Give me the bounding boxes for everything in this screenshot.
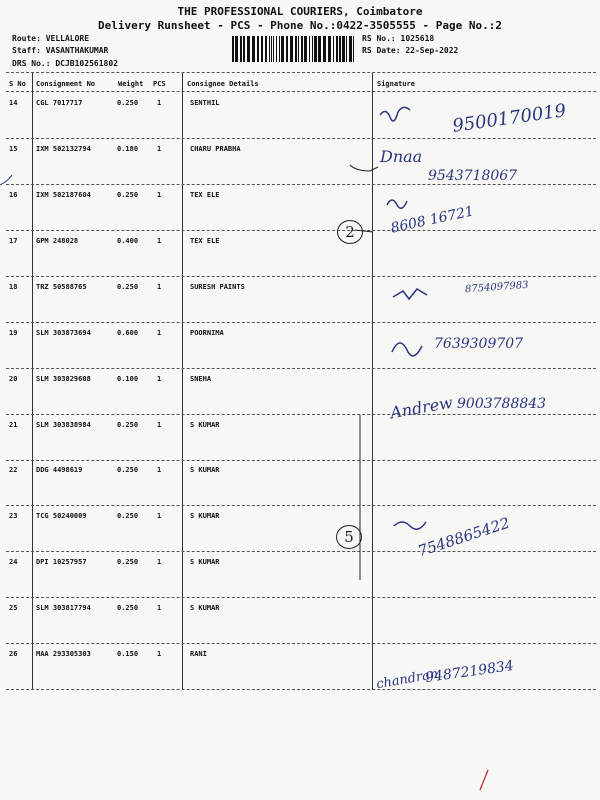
row-pcs: 1 [157, 191, 162, 199]
handwritten-phone: 7548865422 [415, 513, 512, 561]
row-sno: 14 [9, 99, 18, 107]
row-separator [6, 230, 596, 231]
rs-date: RS Date: 22-Sep-2022 [362, 46, 459, 55]
row-weight: 0.250 [117, 512, 139, 520]
row-sno: 20 [9, 375, 18, 383]
row-consignment-no: CGL 7017717 [36, 99, 83, 107]
row-sno: 19 [9, 329, 18, 337]
row-separator [6, 368, 596, 369]
row-consignee: CHARU PRABHA [190, 145, 241, 153]
row-weight: 0.150 [117, 650, 139, 658]
row-consignment-no: IXM 502187604 [36, 191, 91, 199]
row-sno: 22 [9, 466, 18, 474]
row-consignment-no: IXM 502132794 [36, 145, 91, 153]
row-consignment-no: GPM 248028 [36, 237, 79, 245]
barcode-image [232, 36, 354, 62]
row-sno: 26 [9, 650, 18, 658]
row-pcs: 1 [157, 237, 162, 245]
row-consignment-no: SLM 303838984 [36, 421, 91, 429]
row-consignee: S KUMAR [190, 604, 220, 612]
row-consignment-no: SLM 303829608 [36, 375, 91, 383]
row-weight: 0.400 [117, 237, 139, 245]
row-consignment-no: DPI 10257957 [36, 558, 87, 566]
handwritten-phone: 8608 16721 [389, 203, 476, 237]
row-weight: 0.250 [117, 558, 139, 566]
handwritten-name: chandran [375, 666, 440, 693]
row-consignee: TEX ELE [190, 237, 220, 245]
row-pcs: 1 [157, 99, 162, 107]
row-sno: 21 [9, 421, 18, 429]
row-weight: 0.600 [117, 329, 139, 337]
handwritten-phone: 9543718067 [428, 168, 518, 184]
company-title: THE PROFESSIONAL COURIERS, Coimbatore [177, 5, 423, 18]
row-sno: 23 [9, 512, 18, 520]
row-consignee: S KUMAR [190, 558, 220, 566]
row-consignment-no: MAA 293305303 [36, 650, 91, 658]
row-pcs: 1 [157, 512, 162, 520]
col-header-signature: Signature [377, 80, 415, 88]
row-consignee: SURESH PAINTS [190, 283, 245, 291]
row-separator [6, 689, 596, 690]
row-separator [6, 505, 596, 506]
handwritten-phone: 9500170019 [451, 100, 568, 137]
row-pcs: 1 [157, 421, 162, 429]
row-separator [6, 551, 596, 552]
row-consignment-no: TRZ 50588765 [36, 283, 87, 291]
row-consignee: SNEHA [190, 375, 212, 383]
row-consignee: S KUMAR [190, 421, 220, 429]
row-weight: 0.250 [117, 283, 139, 291]
row-consignment-no: SLM 303873694 [36, 329, 91, 337]
row-separator [6, 138, 596, 139]
row-sno: 15 [9, 145, 18, 153]
row-consignee: TEX ELE [190, 191, 220, 199]
row-separator [6, 414, 596, 415]
row-weight: 0.250 [117, 421, 139, 429]
row-pcs: 1 [157, 466, 162, 474]
row-weight: 0.100 [117, 375, 139, 383]
row-weight: 0.180 [117, 145, 139, 153]
handwritten-phone: 7639309707 [434, 336, 524, 352]
row-weight: 0.250 [117, 191, 139, 199]
row-weight: 0.250 [117, 604, 139, 612]
row-pcs: 1 [157, 283, 162, 291]
row-pcs: 1 [157, 145, 162, 153]
row-consignee: RANI [190, 650, 207, 658]
row-separator [6, 460, 596, 461]
circled-count-mark: 5 [336, 525, 362, 549]
row-pcs: 1 [157, 650, 162, 658]
col-header-pcs: PCS [153, 80, 166, 88]
row-separator [6, 597, 596, 598]
row-pcs: 1 [157, 558, 162, 566]
row-separator [6, 643, 596, 644]
row-pcs: 1 [157, 329, 162, 337]
staff-label: Staff: VASANTHAKUMAR [12, 46, 109, 55]
col-header-consignee: Consignee Details [187, 80, 259, 88]
row-consignee: POORNIMA [190, 329, 224, 337]
handwritten-phone: 8754097983 [464, 279, 529, 296]
col-header-sno: S No [9, 80, 26, 88]
row-consignment-no: DDG 4498619 [36, 466, 83, 474]
circled-count-mark: 2 [337, 220, 363, 244]
runsheet-subtitle: Delivery Runsheet - PCS - Phone No.:0422-3505555 - Page No.:2 [98, 19, 502, 32]
row-separator [6, 184, 596, 185]
row-consignee: SENTHIL [190, 99, 220, 107]
col-header-weight: Weight [118, 80, 144, 88]
row-sno: 24 [9, 558, 18, 566]
col-header-consignment: Consignment No [36, 80, 96, 88]
handwritten-name: Dnaa [380, 147, 423, 166]
handwritten-phone: 9003788843 [457, 396, 547, 412]
route-label: Route: VELLALORE [12, 34, 90, 43]
row-separator [6, 322, 596, 323]
row-consignee: S KUMAR [190, 466, 220, 474]
row-sno: 16 [9, 191, 18, 199]
row-consignment-no: SLM 303817794 [36, 604, 91, 612]
row-sno: 18 [9, 283, 18, 291]
drs-number: DRS No.: DCJB102561802 [12, 59, 118, 68]
row-sno: 25 [9, 604, 18, 612]
row-consignee: S KUMAR [190, 512, 220, 520]
row-sno: 17 [9, 237, 18, 245]
row-pcs: 1 [157, 604, 162, 612]
row-weight: 0.250 [117, 99, 139, 107]
row-pcs: 1 [157, 375, 162, 383]
handwritten-phone: 9487219834 [424, 657, 515, 687]
header-bottom-rule [6, 91, 596, 92]
rs-number: RS No.: 1025618 [362, 34, 435, 43]
handwritten-name: Andrew [388, 392, 455, 423]
row-separator [6, 276, 596, 277]
row-consignment-no: TCG 50240009 [36, 512, 87, 520]
row-weight: 0.250 [117, 466, 139, 474]
table-top-rule [6, 72, 596, 73]
